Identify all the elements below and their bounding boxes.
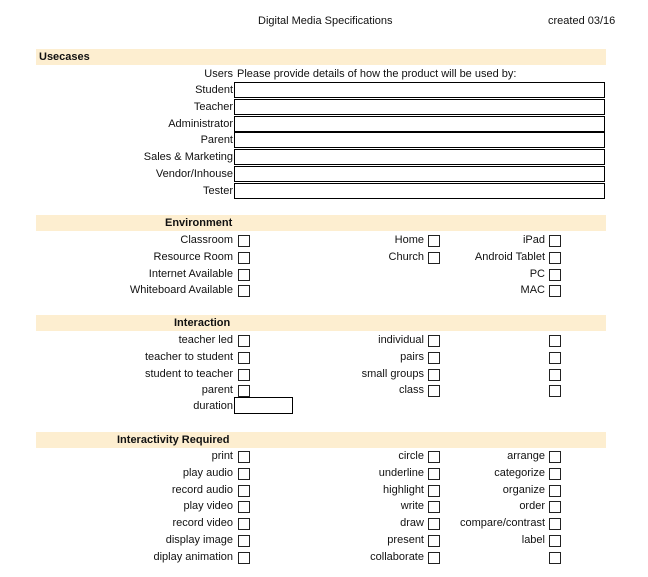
interactivity-option-label: arrange [507,450,545,462]
interactivity-option-label: write [400,500,424,512]
usecase-row-label: Tester [203,185,233,197]
environment-option-label: Home [394,234,424,246]
environment-checkbox[interactable] [549,235,561,247]
usecase-row-label: Administrator [168,118,233,130]
usecase-row-label: Sales & Marketing [143,151,233,163]
interactivity-option-label: record video [172,517,233,529]
interactivity-checkbox[interactable] [549,485,561,497]
environment-option-label: PC [529,268,545,280]
usecase-input-field[interactable] [234,132,605,148]
environment-option-label: Whiteboard Available [129,284,233,296]
interactivity-option-label: draw [400,517,424,529]
environment-checkbox[interactable] [428,235,440,247]
interactivity-checkbox[interactable] [549,451,561,463]
interactivity-option-label: underline [378,467,424,479]
interaction-checkbox[interactable] [428,385,440,397]
interaction-option-label: teacher to student [144,351,233,363]
environment-checkbox[interactable] [549,252,561,264]
interactivity-checkbox[interactable] [238,468,250,480]
created-date: created 03/16 [548,15,616,27]
interaction-checkbox[interactable] [428,352,440,364]
interaction-checkbox[interactable] [238,352,250,364]
usecases-section-label: Usecases [39,51,90,63]
interactivity-checkbox[interactable] [549,552,561,564]
usecases-instructions: Please provide details of how the product will be used by: [237,68,517,80]
interaction-checkbox[interactable] [549,335,561,347]
environment-checkbox[interactable] [238,269,250,281]
interactivity-checkbox[interactable] [238,501,250,513]
interactivity-checkbox[interactable] [428,468,440,480]
environment-option-label: Classroom [180,234,233,246]
usecases-section-band [36,49,606,65]
interactivity-option-label: diplay animation [153,551,233,563]
environment-option-label: Resource Room [153,251,233,263]
interaction-checkbox[interactable] [428,335,440,347]
interactivity-section-label: Interactivity Required [117,434,230,446]
duration-label: duration [193,400,233,412]
interaction-option-label: teacher led [178,334,233,346]
interaction-checkbox[interactable] [238,385,250,397]
users-label: Users [204,68,233,80]
interactivity-checkbox[interactable] [238,552,250,564]
interactivity-option-label: present [387,534,424,546]
environment-checkbox[interactable] [238,252,250,264]
usecase-input-field[interactable] [234,82,605,98]
interaction-checkbox[interactable] [238,369,250,381]
interactivity-checkbox[interactable] [238,518,250,530]
usecase-input-field[interactable] [234,99,605,115]
environment-checkbox[interactable] [549,285,561,297]
interactivity-checkbox[interactable] [428,518,440,530]
interactivity-checkbox[interactable] [428,485,440,497]
interactivity-checkbox[interactable] [428,501,440,513]
environment-checkbox[interactable] [549,269,561,281]
interactivity-section-band [36,432,606,448]
interaction-section-band [36,315,606,331]
interactivity-option-label: categorize [494,467,545,479]
interactivity-option-label: record audio [171,484,233,496]
environment-option-label: Android Tablet [474,251,545,263]
interaction-checkbox[interactable] [428,369,440,381]
interactivity-checkbox[interactable] [428,552,440,564]
interactivity-option-label: circle [398,450,424,462]
interactivity-option-label: collaborate [370,551,424,563]
interactivity-option-label: play video [183,500,233,512]
interactivity-checkbox[interactable] [238,451,250,463]
environment-option-label: iPad [522,234,545,246]
usecase-input-field[interactable] [234,183,605,199]
interactivity-checkbox[interactable] [549,518,561,530]
interactivity-option-label: display image [165,534,233,546]
interaction-option-label: small groups [361,368,424,380]
interaction-checkbox[interactable] [549,352,561,364]
interactivity-checkbox[interactable] [549,468,561,480]
usecase-input-field[interactable] [234,149,605,165]
environment-checkbox[interactable] [238,235,250,247]
usecase-row-label: Parent [200,134,233,146]
interactivity-option-label: order [519,500,545,512]
interactivity-checkbox[interactable] [238,485,250,497]
environment-checkbox[interactable] [238,285,250,297]
interactivity-option-label: print [211,450,233,462]
interactivity-option-label: compare/contrast [460,517,545,529]
duration-field[interactable] [234,397,293,414]
usecase-input-field[interactable] [234,116,605,132]
environment-option-label: Church [388,251,424,263]
interactivity-option-label: play audio [182,467,233,479]
usecase-input-field[interactable] [234,166,605,182]
usecase-row-label: Teacher [193,101,233,113]
interaction-checkbox[interactable] [549,369,561,381]
interaction-option-label: parent [201,384,233,396]
environment-option-label: MAC [520,284,545,296]
interactivity-option-label: highlight [383,484,424,496]
interaction-option-label: student to teacher [144,368,233,380]
environment-section-label: Environment [165,217,233,229]
interactivity-checkbox[interactable] [238,535,250,547]
interactivity-option-label: label [521,534,545,546]
interaction-section-label: Interaction [174,317,231,329]
interactivity-option-label: organize [502,484,545,496]
environment-option-label: Internet Available [148,268,233,280]
interactivity-checkbox[interactable] [549,501,561,513]
page-title: Digital Media Specifications [258,15,393,27]
environment-section-band [36,215,606,231]
interactivity-checkbox[interactable] [549,535,561,547]
usecase-row-label: Vendor/Inhouse [155,168,233,180]
interaction-option-label: individual [378,334,424,346]
interactivity-checkbox[interactable] [428,451,440,463]
environment-checkbox[interactable] [428,252,440,264]
interactivity-checkbox[interactable] [428,535,440,547]
interaction-checkbox[interactable] [238,335,250,347]
interaction-option-label: class [398,384,424,396]
interaction-option-label: pairs [400,351,424,363]
usecase-row-label: Student [195,84,233,96]
interaction-checkbox[interactable] [549,385,561,397]
